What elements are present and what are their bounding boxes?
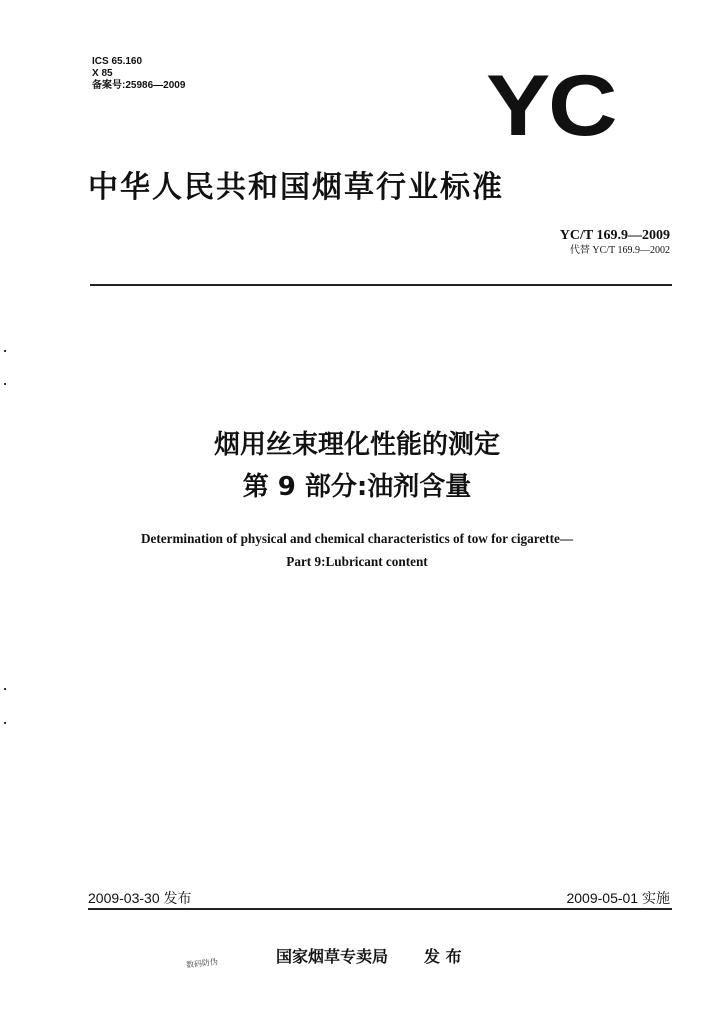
ccs-code: X 85 — [92, 68, 113, 79]
margin-mark — [4, 688, 6, 690]
issue-date: 2009-03-30 发布 — [88, 890, 192, 906]
effective-date: 2009-05-01 实施 — [566, 890, 670, 906]
issuer-action: 发 布 — [424, 947, 462, 966]
footer-divider — [88, 908, 672, 910]
english-title-line-1: Determination of physical and chemical characteristics of tow for cigarette— — [140, 531, 574, 546]
issuer-name: 国家烟草专卖局 — [276, 947, 389, 966]
standard-number: YC/T 169.9—2009 — [559, 228, 670, 243]
chinese-title-line-2: 第 9 部分:油剂含量 — [242, 472, 472, 502]
standard-type-title: 中华人民共和国烟草行业标准 — [88, 170, 504, 205]
english-title-line-2: Part 9:Lubricant content — [286, 554, 428, 569]
margin-mark — [4, 383, 6, 385]
header-divider — [90, 284, 672, 286]
yc-logo: YC — [486, 58, 616, 154]
anti-counterfeit-stamp: 数码防伪 — [185, 957, 219, 970]
standard-codes — [560, 228, 670, 257]
replaces-standard: 代替 YC/T 169.9—2002 — [569, 245, 670, 256]
record-number: 备案号:25986—2009 — [92, 80, 186, 91]
margin-mark — [4, 722, 6, 724]
document-metadata — [92, 56, 185, 92]
margin-mark — [4, 350, 6, 352]
ics-code: ICS 65.160 — [92, 56, 143, 67]
chinese-title-line-1: 烟用丝束理化性能的测定 — [213, 430, 500, 460]
issuer-line — [276, 944, 462, 967]
